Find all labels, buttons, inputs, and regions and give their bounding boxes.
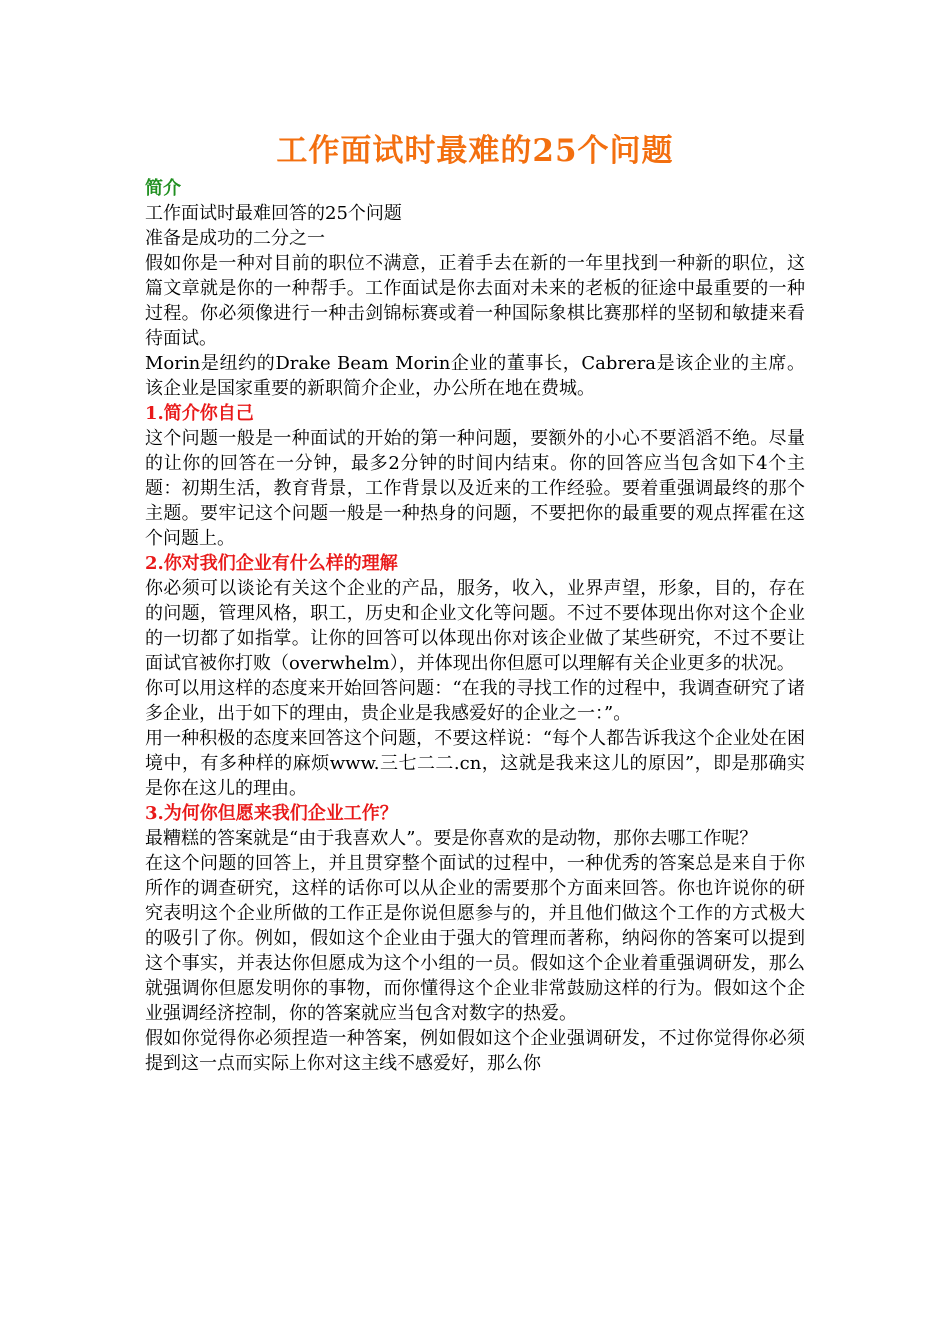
paragraph: 准备是成功的二分之一: [145, 228, 325, 249]
document-title: 工作面试时最难的25个问题: [276, 133, 674, 169]
paragraph: Morin是纽约的Drake Beam Morin企业的董事长，Cabrera是该企业的主席。该企业是国家重要的新职简介企业，办公所在地在费城。: [145, 353, 805, 399]
document-page: [145, 128, 805, 1076]
paragraph: 在这个问题的回答上，并且贯穿整个面试的过程中，一种优秀的答案总是来自于你所作的调查研究，这样的话你可以从企业的需要那个方面来回答。你也许说你的研究表明这个企业所做的工作正是你说但愿参与的，并且他们做这个工作的方式极大的吸引了你。例如，假如这个企业由于强大的管理而著称，纳闷你的答案可以提到这个事实，并表达你但愿成为这个小组的一员。假如这个企业着重强调研发，那么就强调你但愿发明你的事物，而你懂得这个企业非常鼓励这样的行为。假如这个企业强调经济控制，你的答案就应当包含对数字的热爱。: [145, 853, 805, 1024]
paragraph: 假如你觉得你必须捏造一种答案，例如假如这个企业强调研发，不过你觉得你必须提到这一点而实际上你对这主线不感爱好，那么你: [145, 1028, 805, 1074]
paragraph: 工作面试时最难回答的25个问题: [145, 203, 402, 224]
paragraph: 用一种积极的态度来回答这个问题，不要这样说：“每个人都告诉我这个企业处在困境中，有多种样的麻烦www.三七二二.cn，这就是我来这儿的原因”，即是那确实是你在这儿的理由。: [145, 728, 805, 799]
question-heading-3: 3.为何你但愿来我们企业工作？: [145, 803, 398, 824]
paragraph: 这个问题一般是一种面试的开始的第一种问题，要额外的小心不要滔滔不绝。尽量的让你的回答在一分钟，最多2分钟的时间内结束。你的回答应当包含如下4个主题：初期生活，教育背景，工作背景以及近来的工作经验。要着重强调最终的那个主题。要牢记这个问题一般是一种热身的问题，不要把你的最重要的观点挥霍在这个问题上。: [145, 428, 805, 549]
document-body: [145, 176, 805, 1076]
paragraph: 你可以用这样的态度来开始回答问题：“在我的寻找工作的过程中，我调查研究了诸多企业，出于如下的理由，贵企业是我感爱好的企业之一：”。: [145, 678, 805, 724]
section-heading-intro: 简介: [145, 178, 181, 199]
paragraph: 最糟糕的答案就是“由于我喜欢人”。要是你喜欢的是动物，那你去哪工作呢？: [145, 828, 758, 849]
paragraph: 你必须可以谈论有关这个企业的产品，服务，收入，业界声望，形象，目的，存在的问题，管理风格，职工，历史和企业文化等问题。不过不要体现出你对这个企业的一切都了如指掌。让你的回答可以体现出你对该企业做了某些研究，不过不要让面试官被你打败（overwhelm），并体现出你但愿可以理解有关企业更多的状况。: [145, 578, 805, 674]
paragraph: 假如你是一种对目前的职位不满意，正着手去在新的一年里找到一种新的职位，这篇文章就是你的一种帮手。工作面试是你去面对未来的老板的征途中最重要的一种过程。你必须像进行一种击剑锦标赛或着一种国际象棋比赛那样的坚韧和敏捷来看待面试。: [145, 253, 805, 349]
question-heading-2: 2.你对我们企业有什么样的理解: [145, 553, 398, 574]
question-heading-1: 1.简介你自己: [145, 403, 254, 424]
